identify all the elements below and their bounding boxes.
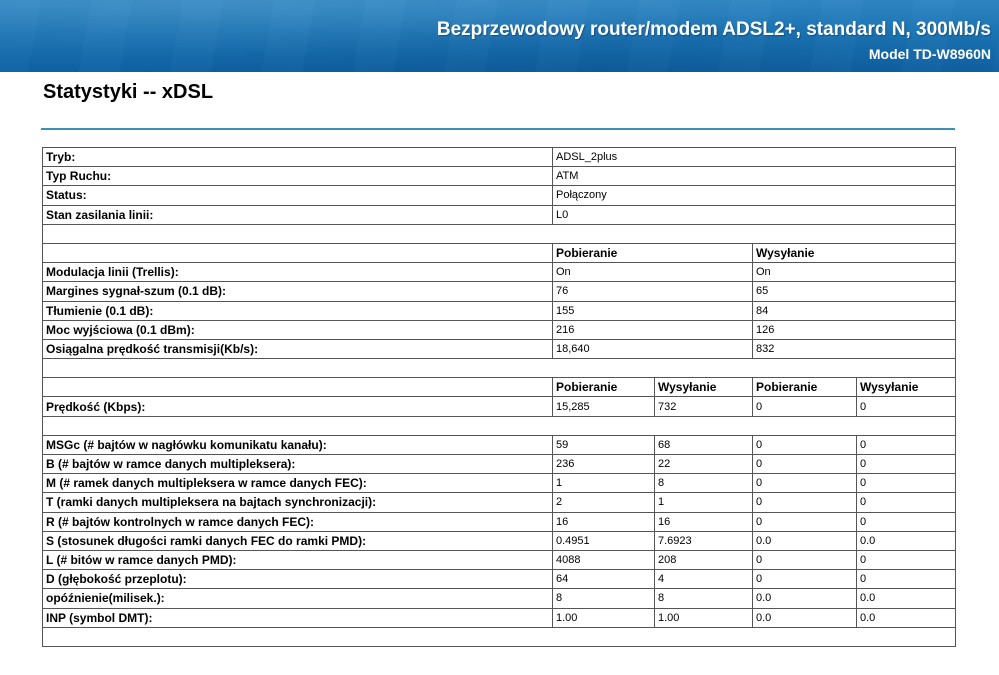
cell-value: 64 xyxy=(553,570,655,589)
table-row xyxy=(43,339,956,358)
row-label: Margines sygnał-szum (0.1 dB): xyxy=(43,282,553,301)
value-down: 76 xyxy=(553,282,753,301)
table-row xyxy=(43,148,956,167)
row-label: Tłumienie (0.1 dB): xyxy=(43,301,553,320)
cell-value: 0 xyxy=(857,474,956,493)
cell-value: 0 xyxy=(857,570,956,589)
cell-value: 0 xyxy=(753,512,857,531)
product-title: Bezprzewodowy router/modem ADSL2+, standard N, 300Mb/s xyxy=(436,19,991,40)
row-label: Status: xyxy=(43,186,553,205)
row-label: Osiągalna prędkość transmisji(Kb/s): xyxy=(43,339,553,358)
table-row xyxy=(43,320,956,339)
cell-value: 0 xyxy=(857,435,956,454)
cell-value: 16 xyxy=(553,512,655,531)
value-down: 18,640 xyxy=(553,339,753,358)
value-up: On xyxy=(753,263,956,282)
row-label: MSGc (# bajtów w nagłówku komunikatu kanału): xyxy=(43,435,553,454)
cell-value: 0 xyxy=(857,493,956,512)
row-label: opóźnienie(milisek.): xyxy=(43,589,553,608)
cell-value: 0 xyxy=(753,493,857,512)
value-up: 832 xyxy=(753,339,956,358)
column-header: Pobieranie xyxy=(553,378,655,397)
row-label: Prędkość (Kbps): xyxy=(43,397,553,416)
column-header: Wysyłanie xyxy=(753,243,956,262)
column-header: Wysyłanie xyxy=(857,378,956,397)
row-label: S (stosunek długości ramki danych FEC do ramki PMD): xyxy=(43,531,553,550)
row-value: ATM xyxy=(553,167,956,186)
cell-value: 0.0 xyxy=(857,589,956,608)
cell-value: 0 xyxy=(857,512,956,531)
table-row xyxy=(43,186,956,205)
cell-value: 0.0 xyxy=(753,608,857,627)
cell-value: 0 xyxy=(753,474,857,493)
cell-value: 8 xyxy=(553,589,655,608)
cell-value: 0 xyxy=(857,455,956,474)
page-title: Statystyki -- xDSL xyxy=(43,81,214,103)
cell-value: 0 xyxy=(753,397,857,416)
table-header-row xyxy=(43,243,956,262)
cell-value: 8 xyxy=(655,474,753,493)
cell-value: 8 xyxy=(655,589,753,608)
model-name: Model TD-W8960N xyxy=(868,46,991,62)
table-row xyxy=(43,397,956,416)
spacer-row xyxy=(43,416,956,435)
cell-value: 7.6923 xyxy=(655,531,753,550)
table-row xyxy=(43,589,956,608)
row-value: L0 xyxy=(553,205,956,224)
table-row xyxy=(43,608,956,627)
xdsl-stats-table xyxy=(42,147,956,647)
cell-value: 0.0 xyxy=(857,608,956,627)
value-down: On xyxy=(553,263,753,282)
cell-value: 1 xyxy=(655,493,753,512)
row-label: R (# bajtów kontrolnych w ramce danych FEC): xyxy=(43,512,553,531)
row-label: Modulacja linii (Trellis): xyxy=(43,263,553,282)
table-row xyxy=(43,205,956,224)
column-header: Wysyłanie xyxy=(655,378,753,397)
cell-value: 0 xyxy=(857,550,956,569)
column-header: Pobieranie xyxy=(553,243,753,262)
cell-value: 16 xyxy=(655,512,753,531)
cell-value: 0.0 xyxy=(857,531,956,550)
value-up: 65 xyxy=(753,282,956,301)
cell-value: 0.4951 xyxy=(553,531,655,550)
spacer-row xyxy=(43,359,956,378)
cell-value: 15,285 xyxy=(553,397,655,416)
row-label: D (głębokość przeplotu): xyxy=(43,570,553,589)
cell-value: 0.0 xyxy=(753,589,857,608)
table-row xyxy=(43,435,956,454)
cell-value: 22 xyxy=(655,455,753,474)
table-header-row xyxy=(43,378,956,397)
cell-value: 2 xyxy=(553,493,655,512)
cell-value: 1.00 xyxy=(655,608,753,627)
cell-value: 4 xyxy=(655,570,753,589)
table-row xyxy=(43,282,956,301)
row-label: T (ramki danych multipleksera na bajtach synchronizacji): xyxy=(43,493,553,512)
table-row xyxy=(43,301,956,320)
table-row xyxy=(43,474,956,493)
cell-value: 0.0 xyxy=(753,531,857,550)
row-label: L (# bitów w ramce danych PMD): xyxy=(43,550,553,569)
table-row xyxy=(43,570,956,589)
value-down: 155 xyxy=(553,301,753,320)
value-down: 216 xyxy=(553,320,753,339)
cell-value: 0 xyxy=(753,455,857,474)
row-label: B (# bajtów w ramce danych multipleksera): xyxy=(43,455,553,474)
cell-value: 0 xyxy=(753,570,857,589)
cell-value: 0 xyxy=(753,550,857,569)
row-label: Moc wyjściowa (0.1 dBm): xyxy=(43,320,553,339)
table-row xyxy=(43,455,956,474)
cell-value: 208 xyxy=(655,550,753,569)
row-value: ADSL_2plus xyxy=(553,148,956,167)
cell-value: 68 xyxy=(655,435,753,454)
cell-value: 1.00 xyxy=(553,608,655,627)
value-up: 126 xyxy=(753,320,956,339)
spacer-row xyxy=(43,627,956,646)
table-row xyxy=(43,263,956,282)
cell-value: 1 xyxy=(553,474,655,493)
top-banner xyxy=(0,0,999,72)
spacer-row xyxy=(43,224,956,243)
cell-value: 0 xyxy=(857,397,956,416)
cell-value: 0 xyxy=(753,435,857,454)
cell-value: 59 xyxy=(553,435,655,454)
row-label: Typ Ruchu: xyxy=(43,167,553,186)
table-row xyxy=(43,493,956,512)
row-label: M (# ramek danych multipleksera w ramce danych FEC): xyxy=(43,474,553,493)
row-value: Połączony xyxy=(553,186,956,205)
table-row xyxy=(43,550,956,569)
row-label: Tryb: xyxy=(43,148,553,167)
value-up: 84 xyxy=(753,301,956,320)
column-header: Pobieranie xyxy=(753,378,857,397)
cell-value: 4088 xyxy=(553,550,655,569)
row-label: INP (symbol DMT): xyxy=(43,608,553,627)
cell-value: 236 xyxy=(553,455,655,474)
table-row xyxy=(43,531,956,550)
table-row xyxy=(43,167,956,186)
row-label: Stan zasilania linii: xyxy=(43,205,553,224)
table-row xyxy=(43,512,956,531)
cell-value: 732 xyxy=(655,397,753,416)
title-divider xyxy=(41,128,955,130)
